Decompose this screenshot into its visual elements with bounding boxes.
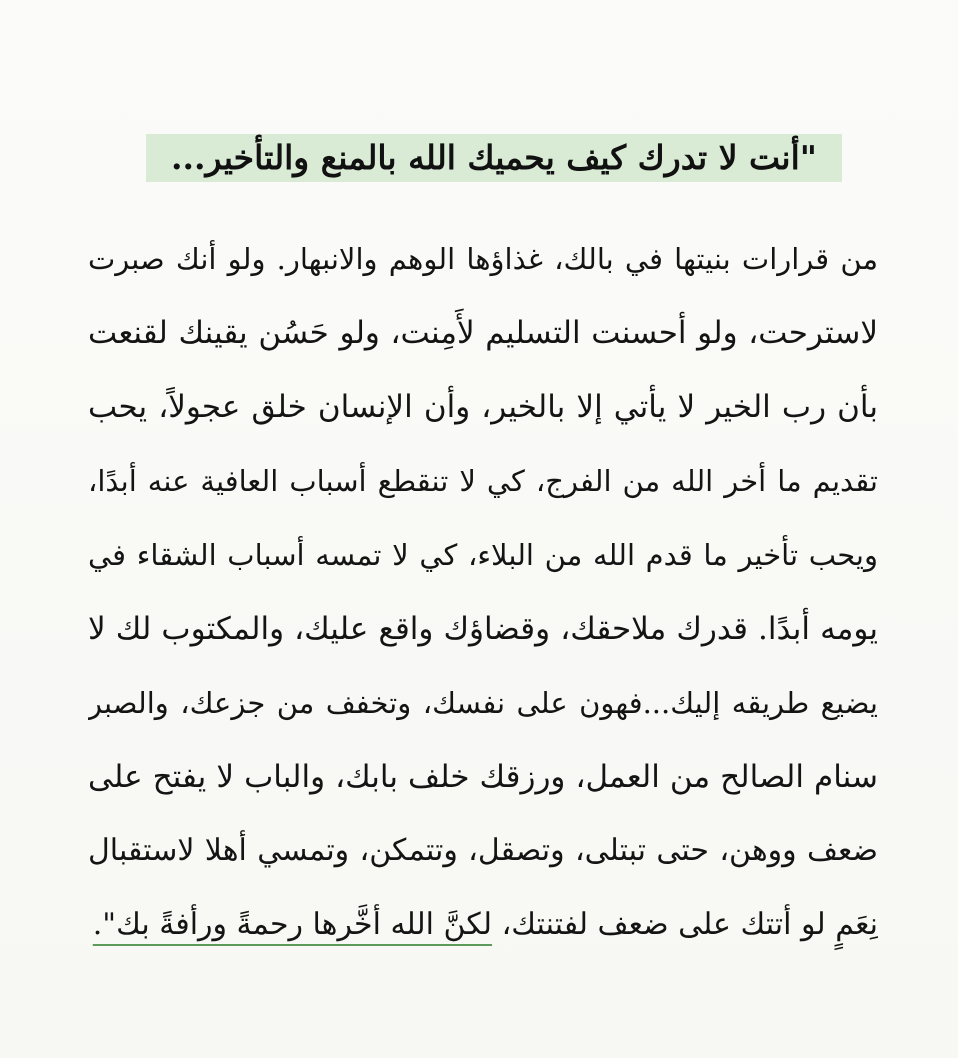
text-line-4: تقديم ما أخر الله من الفرج، كي لا تنقطع أسباب العافية عنه أبدًا، [88,464,878,498]
last-line-underlined: لكنَّ الله أخَّرها رحمةً ورأفةً بك". [92,907,493,942]
text-line-10 [88,888,878,962]
text-line-8: سنام الصالح من العمل، ورزقك خلف بابك، والباب لا يفتح على [88,759,878,795]
last-line-plain: نِعَمٍ لو أتتك على ضعف لفتنتك، [492,907,878,942]
quote-body [88,222,878,962]
text-line-5: ويحب تأخير ما قدم الله من البلاء، كي لا تمسه أسباب الشقاء في [88,538,878,572]
text-line-3: بأن رب الخير لا يأتي إلا بالخير، وأن الإنسان خلق عجولاً، يحب [88,389,878,425]
title-highlight [146,134,842,182]
quote-title: "أنت لا تدرك كيف يحميك الله بالمنع والتأخير... [171,138,817,177]
text-line-6: يومه أبدًا. قدرك ملاحقك، وقضاؤك واقع عليك، والمكتوب لك لا [88,611,878,647]
text-line-2: لاسترحت، ولو أحسنت التسليم لأَمِنت، ولو حَسُن يقينك لقنعت [88,315,878,351]
text-line-1: من قرارات بنيتها في بالك، غذاؤها الوهم والانبهار. ولو أنك صبرت [88,242,878,276]
text-line-9: ضعف ووهن، حتى تبتلى، وتصقل، وتتمكن، وتمسي أهلا لاستقبال [88,833,878,868]
text-line-7: يضيع طريقه إليك...فهون على نفسك، وتخفف من جزعك، والصبر [88,686,878,720]
